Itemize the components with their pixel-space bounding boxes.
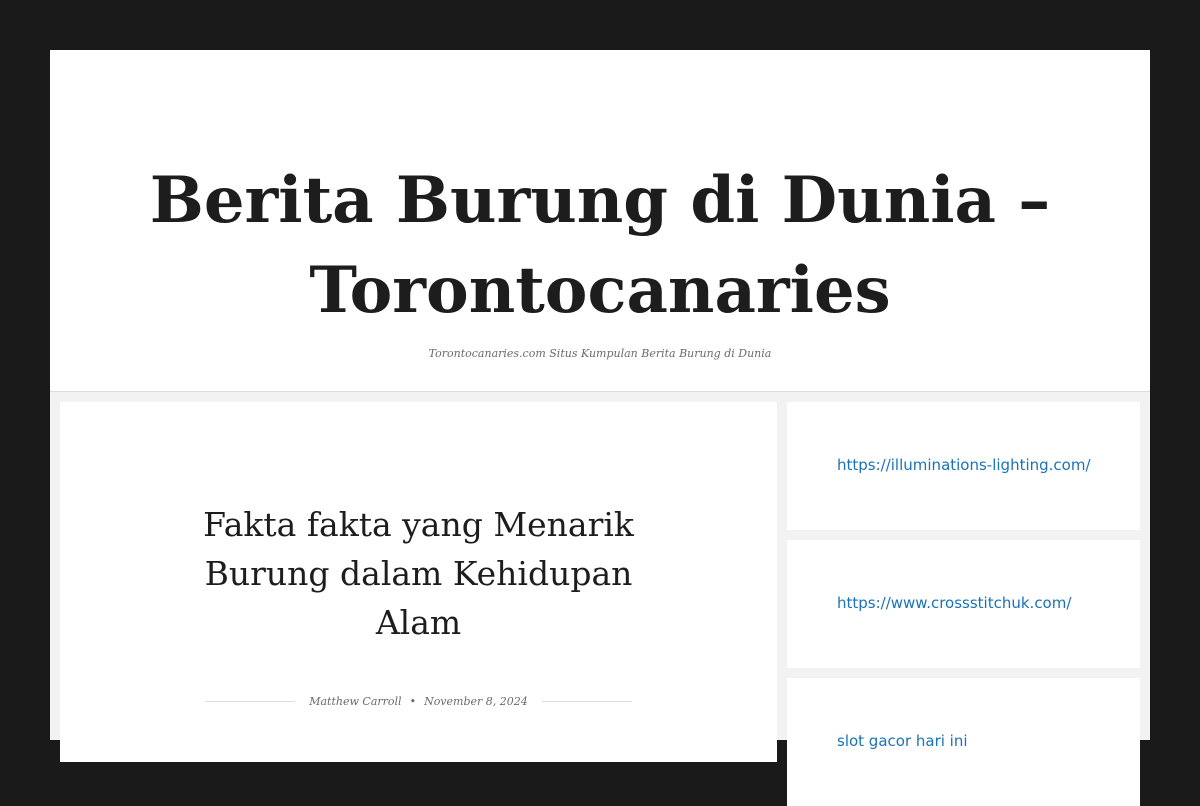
meta-divider-left <box>205 701 295 702</box>
sidebar-widget-1 <box>787 402 1140 530</box>
sidebar-link-illuminations[interactable]: https://illuminations-lighting.com/ <box>837 456 1091 474</box>
post-title-line-2: Burung dalam Kehidupan <box>204 554 633 593</box>
post-title-link[interactable] <box>203 505 634 642</box>
post-title-line-3: Alam <box>375 603 462 642</box>
post-author-link[interactable]: Matthew Carroll <box>309 694 402 708</box>
post-meta <box>200 692 637 710</box>
site-title-line-2: Torontocanaries <box>309 253 891 328</box>
post-title-line-1: Fakta fakta yang Menarik <box>203 505 634 544</box>
post-card <box>60 402 777 762</box>
site-title-link[interactable] <box>150 163 1051 328</box>
sidebar-widget-2 <box>787 540 1140 668</box>
meta-content <box>295 695 542 708</box>
sidebar-widget-3 <box>787 678 1140 806</box>
post-title <box>190 500 647 647</box>
meta-divider-right <box>542 701 632 702</box>
page-container <box>50 50 1150 750</box>
post-date-link[interactable]: November 8, 2024 <box>424 694 528 708</box>
site-description: Torontocanaries.com Situs Kumpulan Berita Burung di Dunia <box>428 347 772 360</box>
sidebar-link-crossstitchuk[interactable]: https://www.crossstitchuk.com/ <box>837 594 1072 612</box>
site-title-line-1: Berita Burung di Dunia – <box>149 163 1051 238</box>
sidebar-link-slot-gacor[interactable]: slot gacor hari ini <box>837 732 968 750</box>
site-header <box>50 50 1150 392</box>
meta-separator: • <box>409 694 417 708</box>
site-title <box>50 156 1150 336</box>
